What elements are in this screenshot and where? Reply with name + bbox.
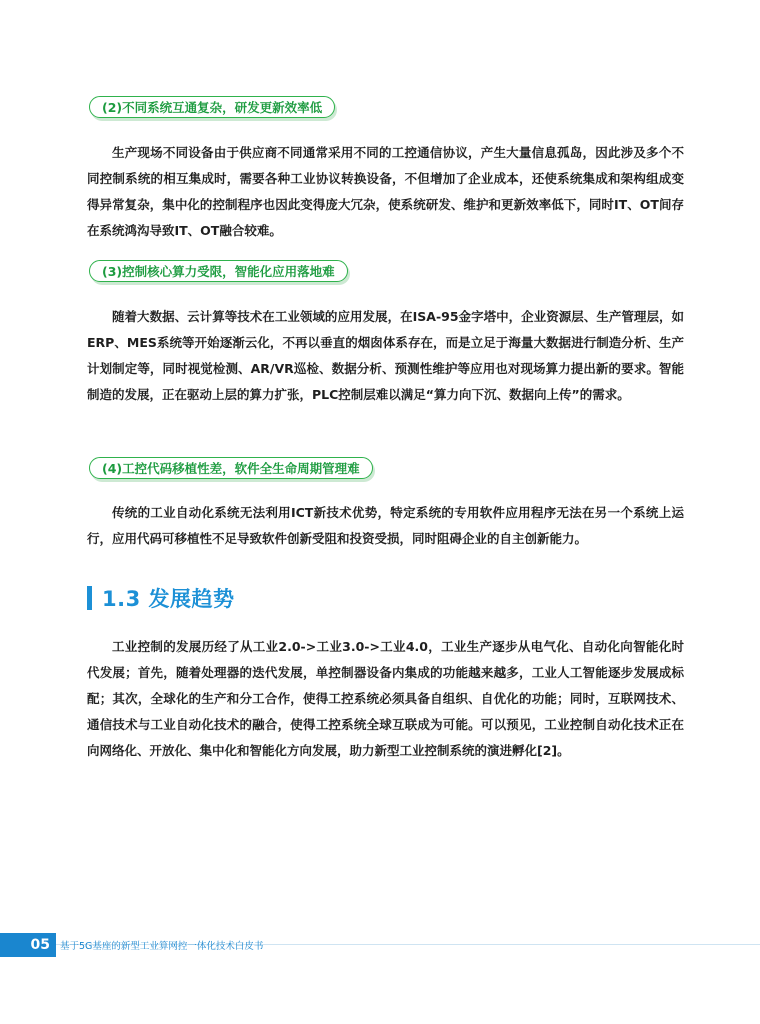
section-title: 1.3 发展趋势	[102, 587, 235, 611]
paragraph-development-trend: 工业控制的发展历经了从工业2.0->工业3.0->工业4.0，工业生产逐步从电气化、自动化向智能化时代发展；首先，随着处理器的迭代发展，单控制器设备内集成的功能越来越多，工业人工智能逐步发展成标配；其次，全球化的生产和分工合作，使得工控系统必须具备自组织、自优化的功能；同时，互联网技术、通信技术与工业自动化技术的融合，使得工控系统全球互联成为可能。可以预见，工业控制自动化技术正在向网络化、开放化、集中化和智能化方向发展，助力新型工业控制系统的演进孵化[2]。	[87, 639, 684, 758]
paragraph-compute-limits: 随着大数据、云计算等技术在工业领域的应用发展，在ISA-95金字塔中，企业资源层、生产管理层，如ERP、MES系统等开始逐渐云化，不再以垂直的烟囱体系存在，而是立足于海量大数据进行制造分析、生产计划制定等，同时视觉检测、AR/VR巡检、数据分析、预测性维护等应用也对现场算力提出新的要求。智能制造的发展，正在驱动上层的算力扩张，PLC控制层难以满足“算力向下沉、数据向上传”的需求。	[87, 309, 684, 402]
subsection-heading-4: (4)工控代码移植性差，软件全生命周期管理难	[89, 457, 373, 479]
subsection-heading-2: (2)不同系统互通复杂，研发更新效率低	[89, 96, 335, 118]
subsection-heading-3: (3)控制核心算力受限，智能化应用落地难	[89, 260, 348, 282]
section-heading	[87, 584, 235, 612]
footer-doc-title: 基于5G基座的新型工业算网控一体化技术白皮书	[60, 941, 264, 952]
page-number: 05	[0, 933, 56, 957]
paragraph-code-portability: 传统的工业自动化系统无法利用ICT新技术优势，特定系统的专用软件应用程序无法在另一个系统上运行，应用代码可移植性不足导致软件创新受阻和投资受损，同时阻碍企业的自主创新能力。	[87, 505, 684, 546]
section-accent-bar	[87, 586, 92, 610]
paragraph-system-interop: 生产现场不同设备由于供应商不同通常采用不同的工控通信协议，产生大量信息孤岛，因此涉及多个不同控制系统的相互集成时，需要各种工业协议转换设备，不但增加了企业成本，还使系统集成和架构组成变得异常复杂，集中化的控制程序也因此变得庞大冗杂，使系统研发、维护和更新效率低下，同时IT、OT间存在系统鸿沟导致IT、OT融合较难。	[87, 145, 684, 238]
